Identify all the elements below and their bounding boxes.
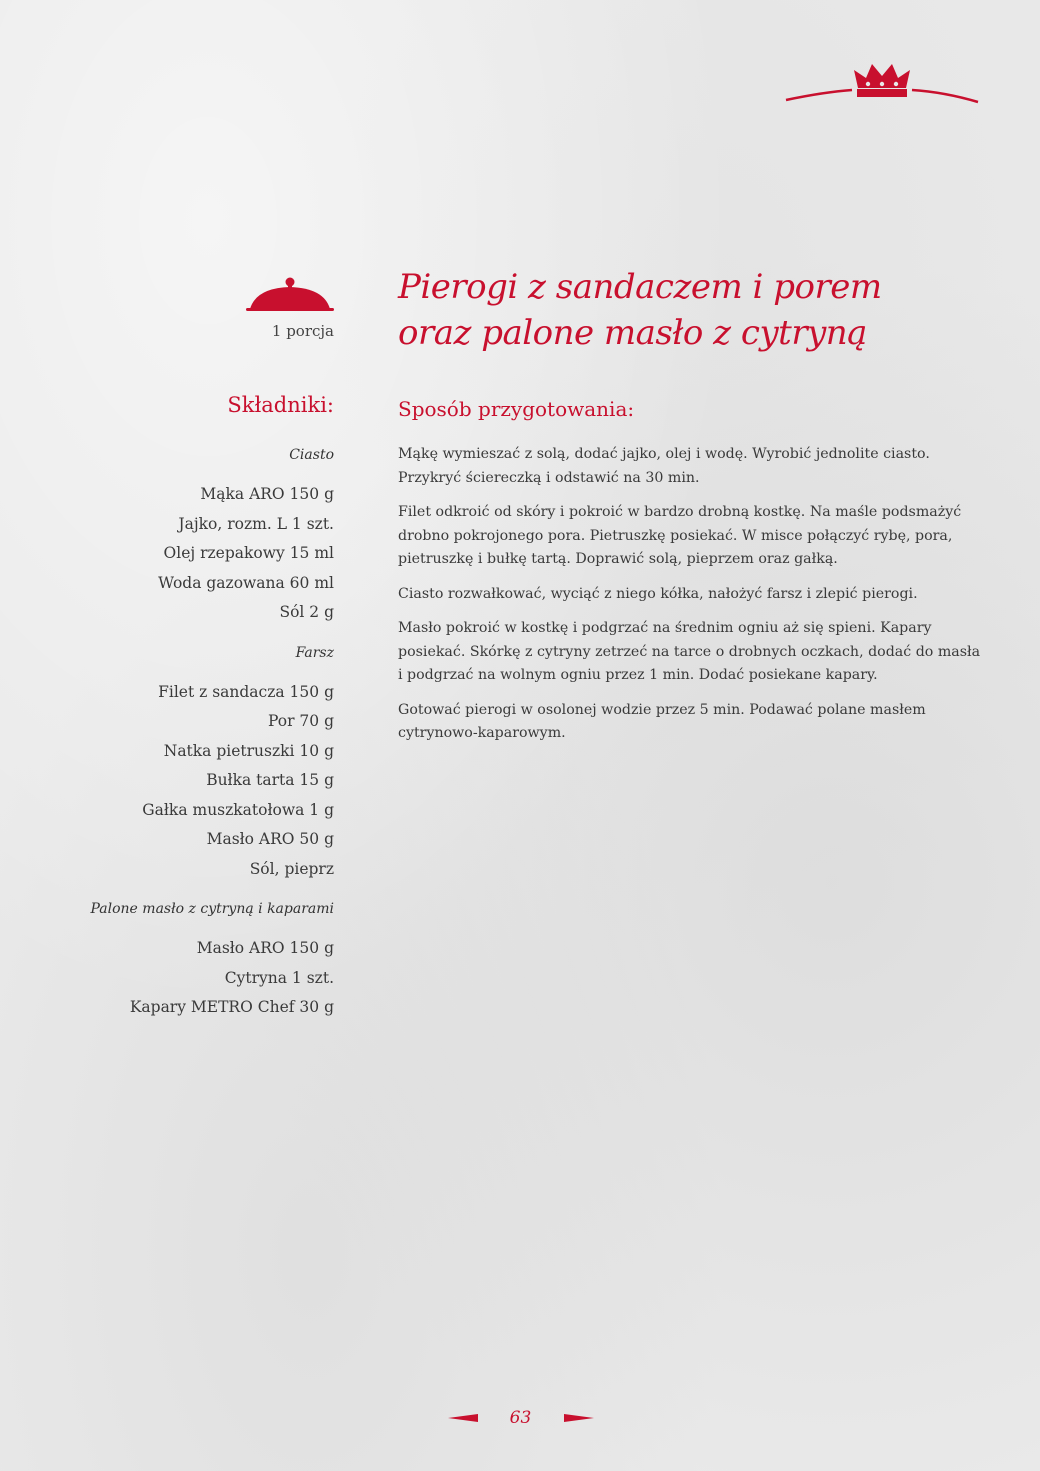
cloche-icon — [246, 276, 334, 312]
ingredient-item: Natka pietruszki 10 g — [163, 741, 334, 760]
method-step: Mąkę wymieszać z solą, dodać jajko, olej i wodę. Wyrobić jednolite ciasto. Przykryć ściereczką i odstawić na 30 min. — [398, 446, 930, 486]
ingredient-item: Masło ARO 150 g — [196, 939, 334, 957]
ingredient-item: Por 70 g — [267, 712, 334, 730]
ingredient-item: Gałka muszkatołowa 1 g — [142, 800, 334, 819]
ingredient-group-name: Farsz — [295, 644, 334, 661]
method-heading: Sposób przygotowania: — [398, 397, 635, 421]
method-step: Filet odkroić od skóry i pokroić w bardzo drobną kostkę. Na maśle podsmażyć drobno pokrojonego pora. Pietruszkę posiekać. W misce połączyć rybę, pora, pietruszkę i bułkę tartą. Doprawić solą, pieprzem oraz gałką. — [398, 504, 962, 567]
ingredient-item: Masło ARO 50 g — [206, 830, 334, 848]
servings-label: 1 porcja — [271, 322, 334, 340]
ingredient-item: Cytryna 1 szt. — [224, 968, 334, 987]
page-footer — [448, 1404, 593, 1432]
crown-logo — [784, 58, 980, 106]
method-step: Masło pokroić w kostkę i podgrzać na średnim ogniu aż się spieni. Kapary posiekać. Skórkę z cytryny zetrzeć na tarce o drobnych oczkach, dodać do masła i podgrzać na wolnym ogniu przez 1 min. Dodać posiekane kapary. — [398, 620, 981, 683]
ingredient-item: Olej rzepakowy 15 ml — [163, 544, 334, 562]
ingredient-item: Woda gazowana 60 ml — [158, 573, 334, 592]
ingredient-item: Mąka ARO 150 g — [200, 485, 334, 503]
ingredient-item: Sól 2 g — [279, 603, 334, 621]
title-line-2: oraz palone masło z cytryną — [398, 313, 867, 353]
arrow-right-icon — [564, 1413, 594, 1423]
ingredients-list — [34, 444, 334, 1023]
method-step: Ciasto rozwałkować, wyciąć z niego kółka, nałożyć farsz i zlepić pierogi. — [398, 585, 918, 602]
ingredient-item: Jajko, rozm. L 1 szt. — [178, 514, 334, 533]
recipe-title — [398, 264, 998, 356]
ingredient-group-name: Ciasto — [289, 447, 334, 463]
ingredient-item: Sól, pieprz — [249, 859, 334, 878]
method-step: Gotować pierogi w osolonej wodzie przez 5 min. Podawać polane masłem cytrynowo-kaparowym. — [398, 701, 926, 741]
ingredient-item: Kapary METRO Chef 30 g — [129, 998, 334, 1016]
ingredient-item: Bułka tarta 15 g — [206, 771, 334, 789]
ingredients-heading: Składniki: — [227, 393, 334, 417]
ingredient-item: Filet z sandacza 150 g — [158, 682, 334, 701]
page-number: 63 — [509, 1408, 532, 1428]
method-steps — [398, 443, 988, 757]
title-line-1: Pierogi z sandaczem i porem — [398, 267, 882, 307]
ingredient-group-name: Palone masło z cytryną i kaparami — [90, 901, 334, 917]
